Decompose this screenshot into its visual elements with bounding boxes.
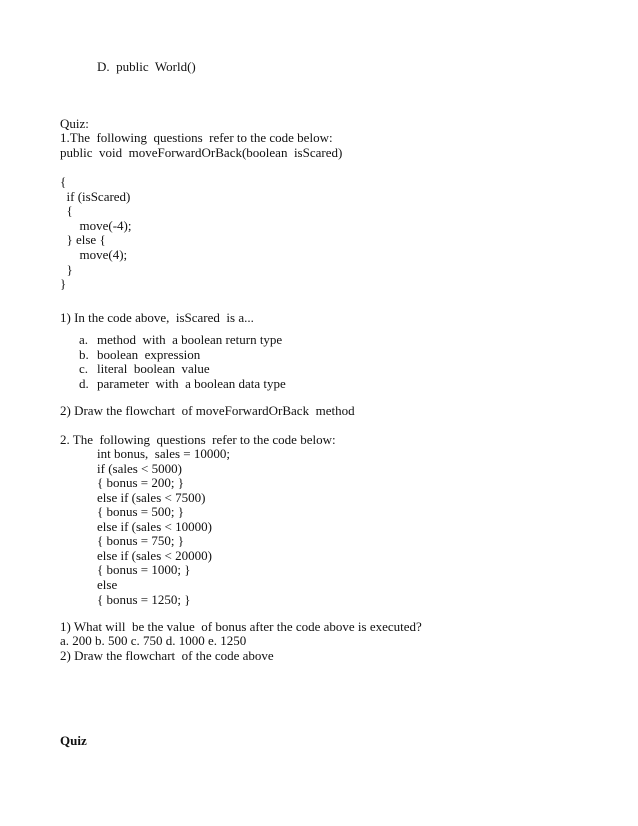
code-line: else — [97, 576, 118, 592]
question-text: 2) Draw the flowchart of the code above — [60, 648, 274, 663]
question-text: 1) In the code above, isScared is a... — [60, 310, 254, 325]
code-line: } — [60, 276, 67, 292]
method-signature: public void moveForwardOrBack(boolean isScared) — [60, 145, 343, 160]
answer-options-line: a. 200 b. 500 c. 750 d. 1000 e. 1250 — [60, 633, 247, 648]
option-letter: a. — [79, 332, 89, 347]
code-line: if (isScared) — [60, 188, 131, 204]
question-text: 2) Draw the flowchart of moveForwardOrBack method — [60, 403, 355, 418]
code-line: { bonus = 200; } — [97, 475, 184, 491]
option-letter: c. — [79, 361, 89, 377]
option-letter: d. — [79, 375, 89, 391]
code-line: { bonus = 1000; } — [97, 562, 191, 578]
code-line: { — [60, 203, 73, 219]
section-heading: Quiz — [60, 733, 87, 748]
question-intro: 1.The following questions refer to the code below: — [60, 130, 333, 145]
code-line: else if (sales < 20000) — [97, 547, 212, 563]
code-line: { bonus = 1250; } — [97, 591, 191, 607]
code-line: } else { — [60, 232, 106, 248]
code-line: { — [60, 174, 67, 189]
code-line: move(4); — [60, 247, 128, 262]
code-line: move(-4); — [60, 217, 132, 233]
code-line: if (sales < 5000) — [97, 460, 182, 476]
code-line: else if (sales < 10000) — [97, 518, 212, 534]
option-letter: b. — [79, 346, 89, 362]
code-line: { bonus = 500; } — [97, 504, 184, 520]
quiz-heading: Quiz: — [60, 116, 89, 131]
question-intro: 2. The following questions refer to the code below: — [60, 432, 336, 447]
option-text: parameter with a boolean data type — [97, 375, 286, 391]
code-line: int bonus, sales = 10000; — [97, 446, 230, 461]
code-line: } — [60, 261, 73, 277]
option-text: literal boolean value — [97, 361, 210, 377]
code-line: else if (sales < 7500) — [97, 489, 206, 505]
option-text: boolean expression — [97, 346, 201, 362]
code-line: { bonus = 750; } — [97, 533, 184, 549]
option-text: method with a boolean return type — [97, 332, 283, 347]
question-text: 1) What will be the value of bonus after the code above is executed? — [60, 619, 422, 634]
answer-option-d: D. public World() — [97, 59, 196, 74]
